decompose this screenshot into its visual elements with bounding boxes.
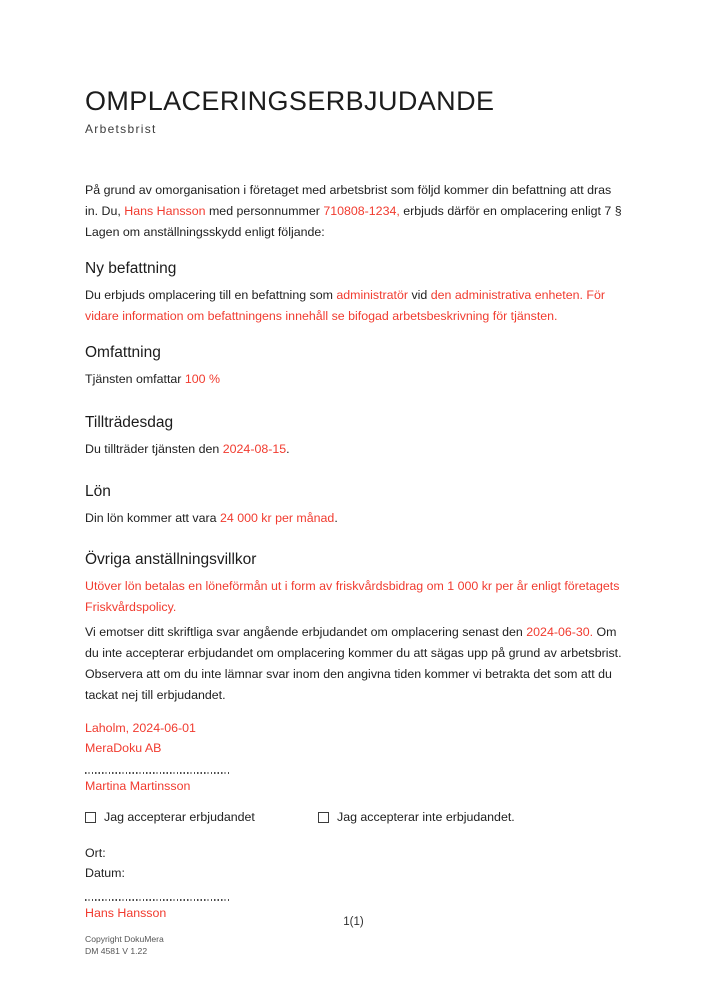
place-field-label: Ort:: [85, 846, 106, 860]
section-heading-tilltradesdag: Tillträdesdag: [85, 414, 174, 431]
closing-paragraph: Vi emotser ditt skriftliga svar angående erbjudandet om omplacering senast den 2024-06-30. Om du inte accepterar erbjudandet om omplacering kommer du att sägas upp på grund av arbetsbrist. Observera att om du inte lämnar svar inom den angivna tiden kommer vi betrakta det som att du tackat nej till erbjudandet.: [85, 625, 622, 702]
company-signatory-name: Martina Martinsson: [85, 779, 191, 793]
date-field-label: Datum:: [85, 865, 125, 880]
section-heading-lon: Lön: [85, 483, 111, 500]
copyright-line: Copyright DokuMera: [85, 934, 164, 944]
company-name: MeraDoku AB: [85, 740, 162, 755]
section-heading-ovriga-anstallningsvillkor: Övriga anställningsvillkor: [85, 551, 257, 568]
accept-offer-checkbox[interactable]: [85, 812, 96, 823]
copyright-notice: [85, 933, 164, 957]
signature-fields: [85, 844, 623, 883]
page-number: 1(1): [343, 916, 364, 928]
employee-signature-line: [85, 899, 231, 901]
section-body-lon: Din lön kommer att vara 24 000 kr per månad.: [85, 511, 338, 525]
company-signature-line: [85, 772, 231, 774]
acceptance-options: [85, 810, 623, 825]
section-body-ovriga-anstallningsvillkor: Utöver lön betalas en löneförmån ut i form av friskvårdsbidrag om 1 000 kr per år enligt företagets Friskvårdspolicy.: [85, 579, 620, 614]
decline-offer-checkbox[interactable]: [318, 812, 329, 823]
section-body-ny-befattning: Du erbjuds omplacering till en befattning som administratör vid den administrativa enheten. För vidare information om befattningens innehåll se bifogad arbetsbeskrivning för tjänsten.: [85, 288, 606, 323]
accept-offer-label: Jag accepterar erbjudandet: [104, 810, 255, 824]
place-date-line: Laholm, 2024-06-01: [85, 721, 196, 735]
employee-signatory-name: Hans Hansson: [85, 906, 167, 920]
document-title: OMPLACERINGSERBJUDANDE: [85, 86, 495, 116]
decline-offer-label: Jag accepterar inte erbjudandet.: [337, 810, 515, 824]
section-heading-omfattning: Omfattning: [85, 344, 161, 361]
accept-offer-option[interactable]: [85, 810, 318, 825]
document-version: DM 4581 V 1.22: [85, 946, 148, 956]
section-body-omfattning: Tjänsten omfattar 100 %: [85, 372, 220, 386]
section-heading-ny-befattning: Ny befattning: [85, 260, 177, 277]
intro-paragraph: På grund av omorganisation i företaget med arbetsbrist som följd kommer din befattning att dras in. Du, Hans Hansson med personnummer 710808-1234, erbjuds därför en omplacering enligt 7 § Lagen om anställningsskydd enligt följande:: [85, 183, 622, 239]
decline-offer-option[interactable]: [318, 810, 515, 825]
section-body-tilltradesdag: Du tillträder tjänsten den 2024-08-15.: [85, 442, 290, 456]
document-subtitle: Arbetsbrist: [85, 122, 157, 136]
